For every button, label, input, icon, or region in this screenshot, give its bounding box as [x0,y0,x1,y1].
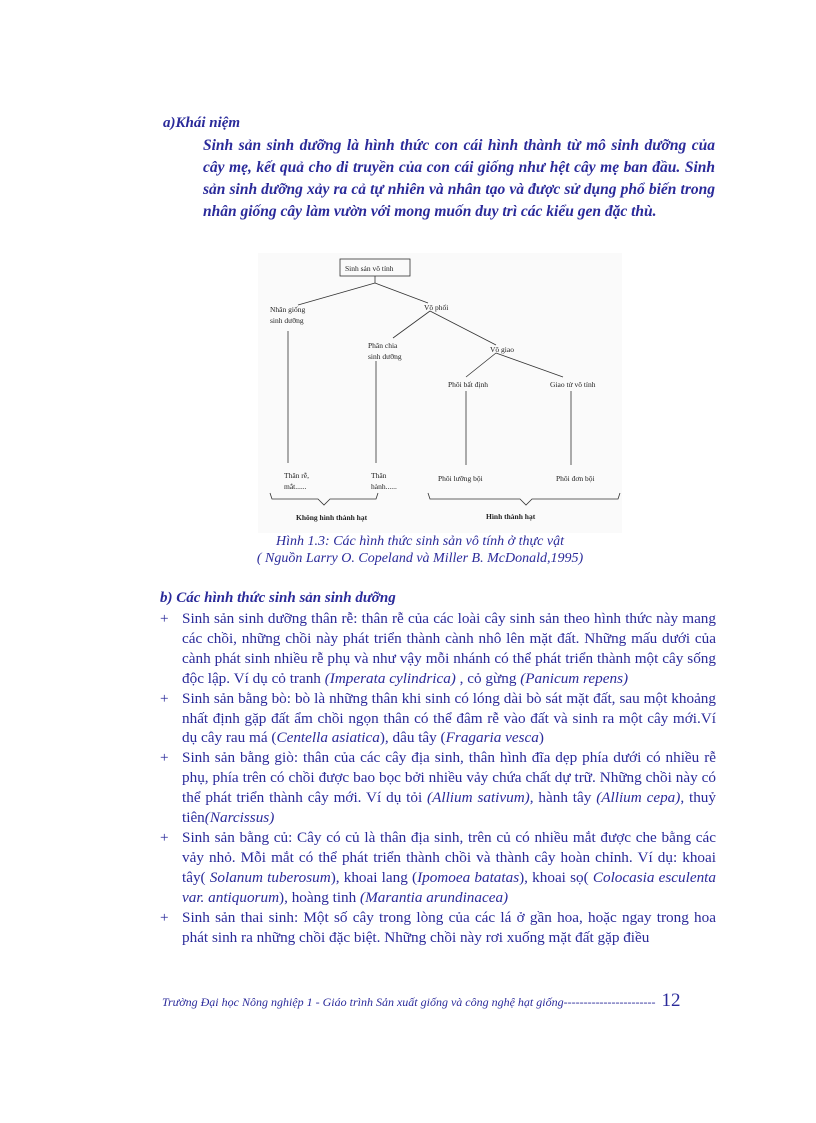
diagram-rhizome-line1: Thân rễ, [284,471,309,480]
bullet-marker: + [160,828,169,846]
diagram-agamospermy: Vô giao [490,345,514,354]
list-item: + Sinh sản bằng củ: Cây có củ là thân địa sinh, trên củ có nhiều mắt được che bằng các vảy nhỏ. Mỗi mắt có thể phát triển thành chồi và thành cây hoàn chỉnh. Ví dụ: khoai tây( Solanum tuberosum), khoai lang (Ipomoea batatas), khoai sọ( Colocasia esculenta var. antiquorum), hoàng tinh (Marantia arundinacea) [160,828,716,906]
diagram-seed: Hình thành hạt [486,512,536,521]
figure-caption [220,533,620,567]
list-item: + Sinh sản bằng bò: bò là những thân khi sinh có lóng dài bò sát mặt đất, sau một khoảng nhất định gặp đất ẩm chồi ngọn thân có thể đâm rễ vào đất và sinh ra một cây mới.Ví dụ cây rau má (Centella asiatica), dâu tây (Fragaria vesca) [160,689,716,747]
diagram-rhizome-line2: mắt...... [284,482,307,491]
bullet-marker: + [160,689,169,707]
diagram-apomixis: Vô phối [424,303,449,312]
list-item: + Sinh sản sinh dưỡng thân rễ: thân rễ của các loài cây sinh sản theo hình thức này mang các chồi, những chồi này phát triển thành cành nhô lên mặt đất. Những mấu dưới của cành phát sinh nhiều rễ phụ và như vậy mỗi nhánh có thể phát triển thành một cây sống độc lập. Ví dụ cỏ tranh (Imperata cylindrica) , cỏ gừng (Panicum repens) [160,610,716,687]
bullet-list [158,609,716,947]
diagram-bulb-line2: hành...... [371,482,397,491]
section-a-heading: a)Khái niệm [163,115,241,131]
page-number: 12 [661,990,681,1011]
list-item: + Sinh sản thai sinh: Một số cây trong lòng của các lá ở gần hoa, hoặc ngay trong hoa phát sinh ra những chồi đặc biệt. Những chồi này rơi xuống mặt đất gặp điều [160,908,716,946]
diagram-vegetative-line2: sinh dưỡng [270,316,304,325]
section-b-heading: b) Các hình thức sinh sản sinh dưỡng [160,590,396,606]
page-footer [162,990,722,1012]
diagram-division-line2: sinh dưỡng [368,352,402,361]
diagram-gametophytic: Giao tử vô tính [550,380,596,389]
bullet-marker: + [160,908,169,926]
concept-paragraph: Sinh sản sinh dưỡng là hình thức con cái hình thành từ mô sinh dưỡng của cây mẹ, kết quả cho di truyền của con cái giống như hệt cây mẹ ban đầu. Sinh sản sinh dưỡng xảy ra cả tự nhiên và nhân tạo và được sử dụng phổ biến trong nhân giống cây làm vườn với mong muốn duy trì các kiểu gen đặc thù. [203,137,715,220]
diagram-adventitious-embryo: Phôi bất định [448,380,489,389]
list-item: + Sinh sản bằng giò: thân của các cây địa sinh, thân hình đĩa dẹp phía dưới có nhiều rễ phụ, phía trên có chồi được bao bọc bởi nhiều vảy chứa chất dự trữ. Những chồi này có thể phát triển thành cây mới. Ví dụ tỏi (Allium sativum), hành tây (Allium cepa), thuỷ tiên(Narcissus) [160,749,716,827]
diagram-root: Sinh sản vô tính [345,264,394,273]
caption-title: Hình 1.3: Các hình thức sinh sản vô tính ở thực vật [276,534,564,549]
caption-source: ( Nguồn Larry O. Copeland và Miller B. McDonald,1995) [256,551,584,566]
bullet-marker: + [160,610,169,627]
diagram-division-line1: Phân chia [368,341,398,350]
diagram-vegetative-line1: Nhân giống [270,305,306,314]
asexual-reproduction-diagram [258,253,622,533]
bullet-marker: + [160,749,169,767]
diagram-diploid-embryo: Phôi lưỡng bội [438,474,483,483]
footer-text: Trường Đại học Nông nghiệp 1 - Giáo trình Sản xuất giống và công nghệ hạt giống----------------------- [162,995,656,1009]
diagram-no-seed: Không hình thành hạt [296,513,368,522]
diagram-haploid-embryo: Phôi đơn bội [556,474,595,483]
diagram-bulb-line1: Thân [371,471,387,480]
